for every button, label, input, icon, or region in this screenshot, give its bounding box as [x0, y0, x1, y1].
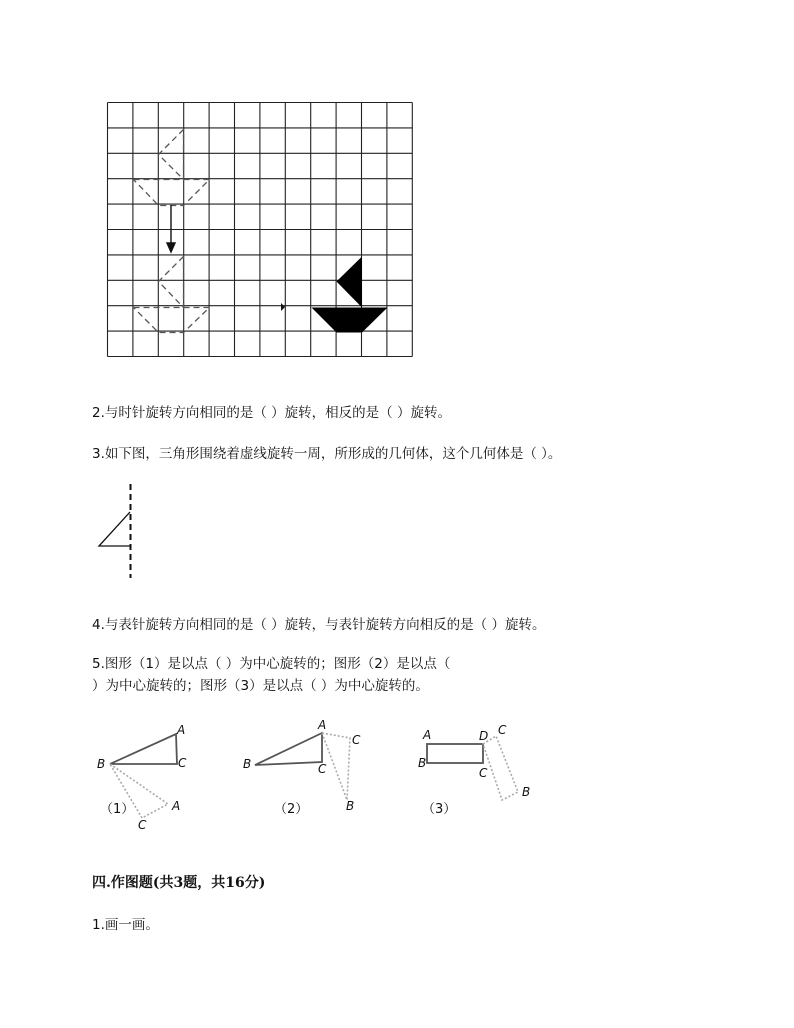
fig1-label-C2: C: [138, 818, 147, 832]
triangle-axis-figure: [95, 484, 145, 578]
dashed-boat-bottom: [134, 257, 210, 333]
figure-3: [418, 723, 530, 817]
fig3-label-C2: C: [498, 723, 507, 737]
fig2-label-C: C: [318, 762, 327, 776]
fig2-label-B: B: [243, 757, 252, 771]
fig3-label-B: B: [418, 756, 427, 770]
rotation-figures: [90, 712, 550, 838]
fig3-label-C: C: [479, 766, 488, 780]
dashed-boat-top: [134, 130, 210, 206]
solid-boat: [312, 257, 388, 333]
fig1-caption: （1）: [100, 802, 135, 817]
fig3-label-D: D: [479, 729, 489, 743]
fig1-label-B: B: [97, 757, 106, 771]
fig3-label-B2: B: [522, 785, 531, 799]
question-5-line-1: 5.图形（1）是以点（ ）为中心旋转的；图形（2）是以点（: [92, 656, 451, 672]
section-heading: 四.作图题(共3题，共16分): [92, 875, 266, 891]
question-2: 2.与时针旋转方向相同的是（ ）旋转，相反的是（ ）旋转。: [92, 405, 451, 421]
figure-2: [243, 718, 361, 817]
question-4: 4.与表针旋转方向相同的是（ ）旋转，与表针旋转方向相反的是（ ）旋转。: [92, 617, 546, 633]
fig2-caption: （2）: [274, 802, 309, 817]
fig1-label-A: A: [177, 723, 186, 737]
question-3: 3.如下图，三角形围绕着虚线旋转一周，所形成的几何体，这个几何体是（ ）。: [92, 446, 562, 462]
grid-figure: [100, 97, 420, 363]
figure-1: [97, 723, 187, 832]
down-arrow: [167, 205, 175, 252]
fig1-label-C: C: [178, 756, 187, 770]
triangle: [99, 512, 130, 546]
fig3-caption: （3）: [422, 802, 457, 817]
drawing-question-1: 1.画一画。: [92, 917, 159, 933]
right-arrow-mark: [281, 303, 285, 311]
fig1-label-A2: A: [172, 799, 181, 813]
fig3-label-A: A: [423, 728, 432, 742]
question-5-line-2: ）为中心旋转的；图形（3）是以点（ ）为中心旋转的。: [92, 678, 429, 694]
fig2-label-C2: C: [352, 733, 361, 747]
fig2-label-A: A: [318, 718, 327, 732]
fig2-label-B2: B: [346, 799, 355, 813]
